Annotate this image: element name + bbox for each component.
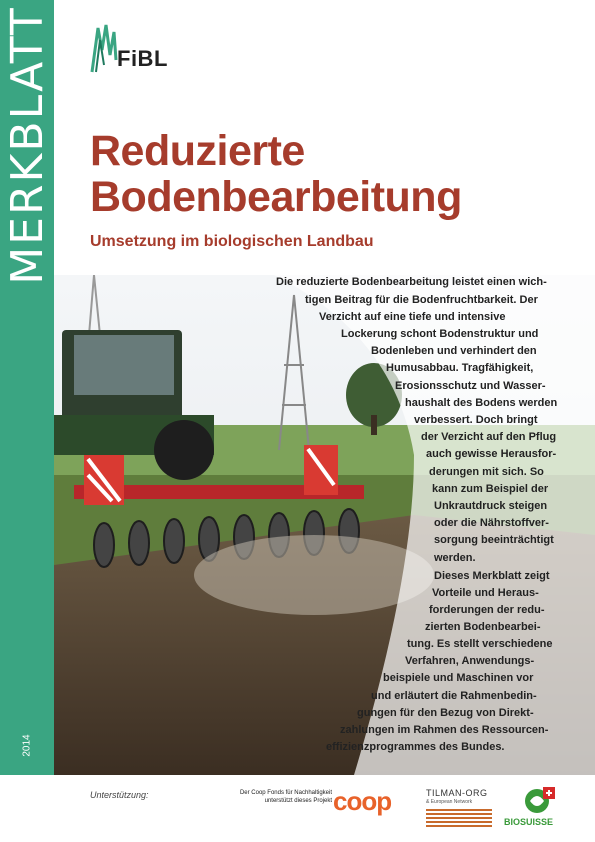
intro-line: Unkrautdruck steigen <box>434 500 548 512</box>
coop-logo: coop <box>333 786 392 816</box>
intro-line: zahlungen im Rahmen des Ressourcen- <box>340 724 549 736</box>
fibl-logo-text: FiBL <box>117 46 168 71</box>
intro-line: effizienzprogrammes des Bundes. <box>326 741 505 753</box>
intro-line: Humusabbau. Tragfähigkeit, <box>386 362 534 374</box>
intro-line: zierten Bodenbearbei- <box>425 621 541 633</box>
intro-line: Vorteile und Heraus- <box>432 587 539 599</box>
intro-line: Verfahren, Anwendungs- <box>405 655 535 667</box>
biosuisse-bud-icon <box>512 785 562 835</box>
coop-note: Der Coop Fonds für Nachhaltigkeit unterstützt dieses Projekt <box>239 790 332 804</box>
intro-line: tigen Beitrag für die Bodenfruchtbarkeit. Der <box>305 294 538 306</box>
sidebar-title: MERKBLATT <box>1 5 53 285</box>
intro-line: oder die Nährstoffver- <box>434 517 549 529</box>
intro-line: sorgung beeinträchtigt <box>434 534 554 546</box>
intro-line: werden. <box>434 552 476 564</box>
page-subtitle: Umsetzung im biologischen Landbau <box>90 233 374 250</box>
intro-line: und erläutert die Rahmenbedin- <box>371 690 537 702</box>
tilman-stripes <box>426 809 492 827</box>
intro-line: der Verzicht auf den Pflug <box>421 431 557 443</box>
intro-line: Die reduzierte Bodenbearbeitung leistet einen wich- <box>276 276 547 288</box>
intro-line: Bodenleben und verhindert den <box>371 345 537 357</box>
footer <box>0 775 595 842</box>
tractor-field-photo <box>54 275 595 775</box>
intro-line: tung. Es stellt verschiedene <box>407 638 553 650</box>
intro-line: beispiele und Maschinen vor <box>383 672 534 684</box>
tilman-org-logo: TILMAN-ORG & European Network <box>426 788 492 827</box>
intro-line: forderungen der redu- <box>429 604 545 616</box>
sidebar-band <box>0 0 54 775</box>
intro-line: Dieses Merkblatt zeigt <box>434 570 550 582</box>
biosuisse-text: BIOSUISSE <box>504 817 554 827</box>
intro-line: verbessert. Doch bringt <box>414 414 538 426</box>
page-title-line2: Bodenbearbeitung <box>90 173 462 221</box>
intro-line: derungen mit sich. So <box>429 466 544 478</box>
intro-line: Erosionsschutz und Wasser- <box>395 380 546 392</box>
intro-line: Verzicht auf eine tiefe und intensive <box>319 311 506 323</box>
intro-line: Lockerung schont Bodenstruktur und <box>341 328 539 340</box>
intro-line: kann zum Beispiel der <box>432 483 549 495</box>
support-label: Unterstützung: <box>90 790 149 800</box>
intro-line: haushalt des Bodens werden <box>405 397 558 409</box>
sidebar-year: 2014 <box>21 733 33 757</box>
intro-line: gungen für den Bezug von Direkt- <box>357 707 534 719</box>
page-title <box>90 128 462 220</box>
intro-line: auch gewisse Herausfor- <box>426 448 557 460</box>
page-title-line1: Reduzierte <box>90 127 305 175</box>
